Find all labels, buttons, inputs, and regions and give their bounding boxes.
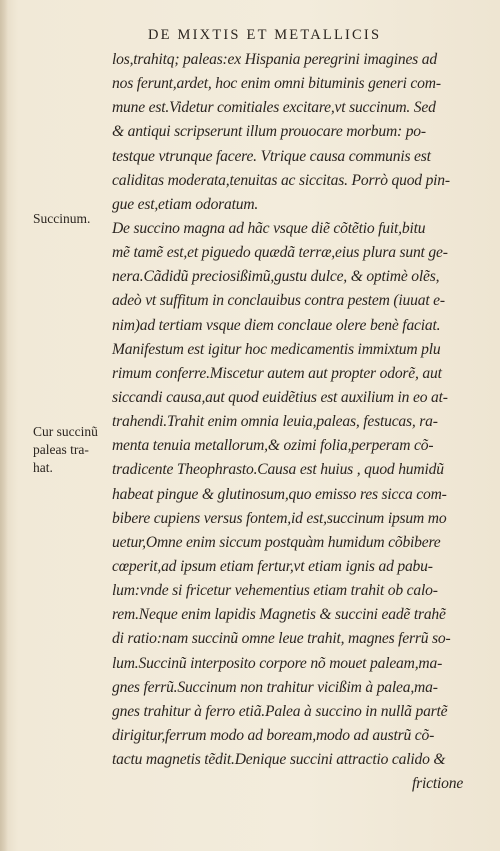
text-line: lum.Succinũ interposito corpore nõ mouet paleam,ma- xyxy=(112,654,443,672)
text-line: caliditas moderata,tenuitas ac siccitas. Porrò quod pin- xyxy=(112,171,450,189)
text-line: mẽ tamẽ est,et piguedo quædã terræ,eius plura sunt ge- xyxy=(112,244,448,262)
text-line: testque vtrunque facere. Vtrique causa communis est xyxy=(112,147,431,165)
text-line: dirigitur,ferrum modo ad boream,modo ad austrũ cõ- xyxy=(112,726,435,744)
margin-note-cur-succinum xyxy=(33,423,98,477)
text-line: nos ferunt,ardet, hoc enim omni bituminis generi com- xyxy=(112,75,441,93)
margin-note-succinum: Succinum. xyxy=(33,211,91,226)
text-line: tradicente Theophrasto.Causa est huius , quod humidũ xyxy=(112,461,444,479)
text-line: tactu magnetis tẽdit.Denique succini attractio calido & xyxy=(112,751,446,769)
text-line: adeò vt suffitum in conclauibus contra pestem (iuuat e- xyxy=(112,292,445,310)
text-line: bibere cupiens versus fontem,id est,succinum ipsum mo xyxy=(112,509,447,527)
body-text xyxy=(112,48,484,796)
margin-note-line: hat. xyxy=(33,460,53,475)
text-line: los,trahitq; paleas:ex Hispania peregrini imagines ad xyxy=(112,51,437,68)
text-line: menta tenuia metallorum,& ozimi folia,perperam cõ- xyxy=(112,437,434,455)
text-line: cœperit,ad ipsum etiam fertur,vt etiam ignis ad pabu- xyxy=(112,557,433,575)
margin-note-line: Cur succinũ xyxy=(33,424,98,439)
text-line: nim)ad tertiam vsque diem conclaue olere benè faciat. xyxy=(112,316,441,334)
text-line: rimum conferre.Miscetur autem aut propter odorẽ, aut xyxy=(112,364,442,382)
page-gutter-shadow xyxy=(0,0,8,851)
text-line: nera.Cãdidũ preciosißimũ,gustu dulce, & optimè olẽs, xyxy=(112,268,440,286)
text-line: lum:vnde si fricetur vehementius etiam trahit ob calo- xyxy=(112,582,438,600)
text-line: & antiqui scripserunt illum prouocare morbum: po- xyxy=(112,123,426,141)
text-line: rem.Neque enim lapidis Magnetis & succini eadẽ trahẽ xyxy=(112,606,446,624)
text-line: gnes trahitur à ferro etiã.Palea à succino in nullã partẽ xyxy=(112,702,448,720)
text-line-catchword: frictione xyxy=(412,775,464,793)
text-line: mune est.Videtur comitiales excitare,vt succinum. Sed xyxy=(112,99,436,117)
text-line: habeat pingue & glutinosum,quo emisso res sicca com- xyxy=(112,485,447,503)
text-line: uetur,Omne enim siccum postquàm humidum cõbibere xyxy=(112,533,441,551)
text-line: Manifestum est igitur hoc medicamentis immixtum plu xyxy=(112,340,441,358)
text-line: siccandi causa,aut quod euidẽtius est auxilium in eo at- xyxy=(112,388,448,406)
margin-note-line: paleas tra- xyxy=(33,442,89,457)
text-line: De succino magna ad hãc vsque diẽ cõtẽtio fuit,bitu xyxy=(112,219,426,237)
text-line: di ratio:nam succinũ omne leue trahit, magnes ferrũ so- xyxy=(112,630,451,648)
text-line: gue est,etiam odoratum. xyxy=(112,195,259,213)
running-header: DE MIXTIS ET METALLICIS xyxy=(148,27,382,43)
text-line: trahendi.Trahit enim omnia leuia,paleas, festucas, ra- xyxy=(112,413,438,431)
text-line: gnes ferrũ.Succinum non trahitur vicißim à palea,ma- xyxy=(112,678,438,696)
